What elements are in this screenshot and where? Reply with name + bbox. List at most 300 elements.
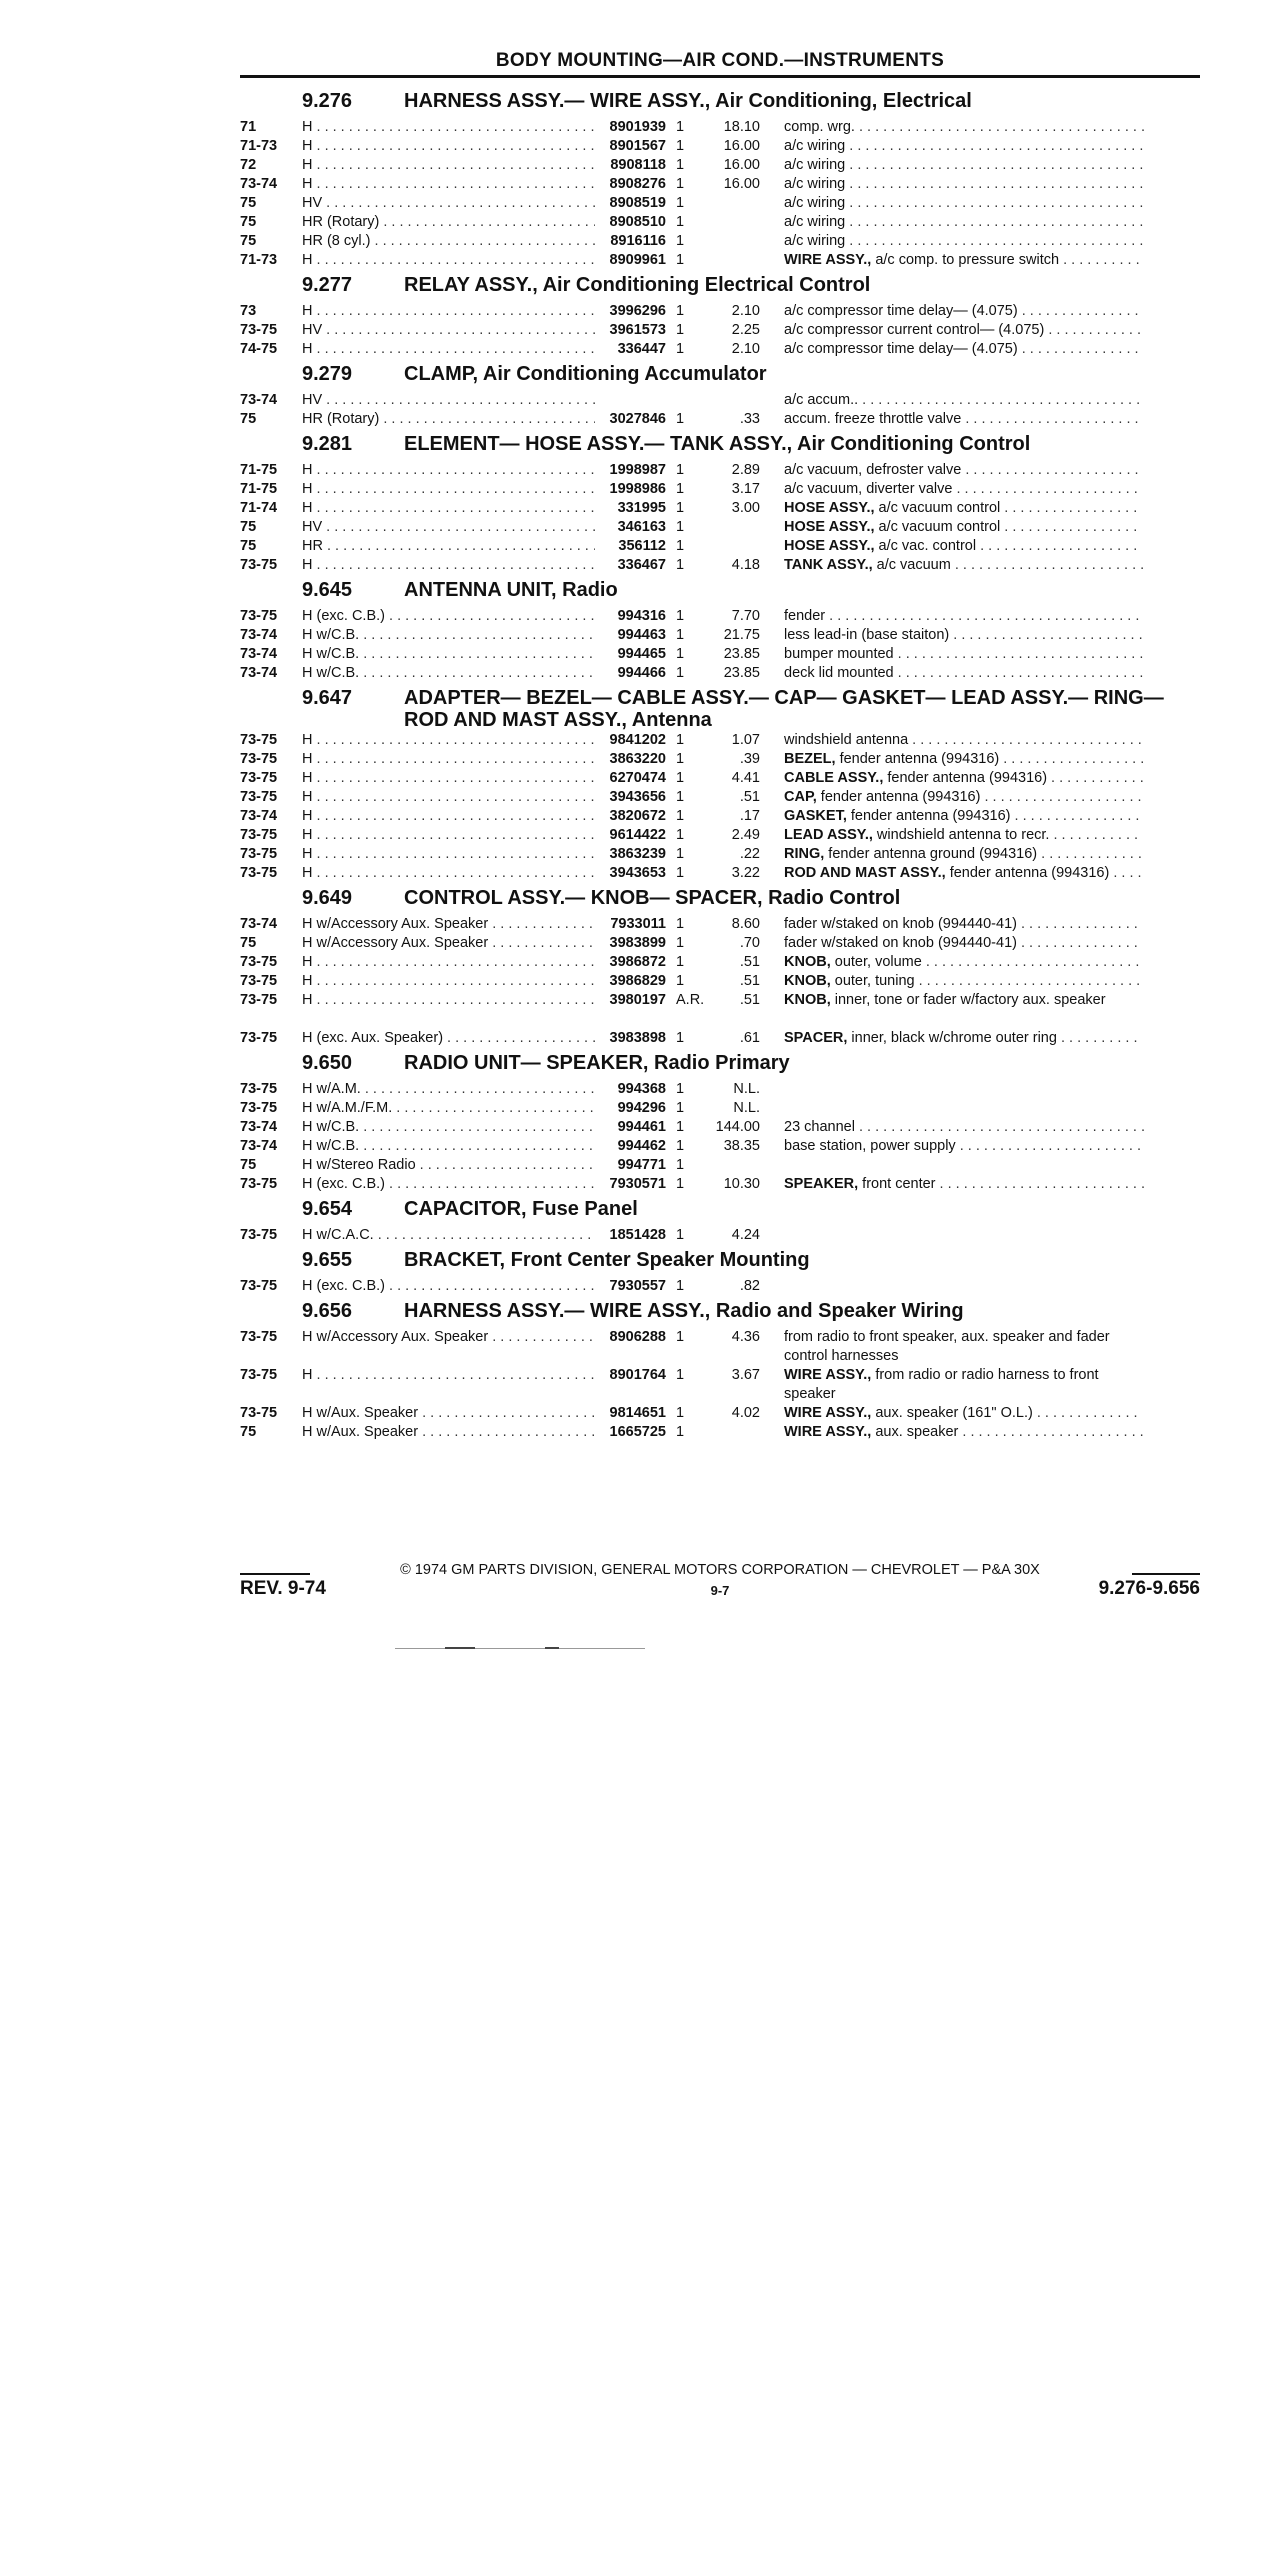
quantity: 1 bbox=[676, 538, 685, 554]
part-row bbox=[240, 480, 1200, 499]
model-year: 73-75 bbox=[240, 1367, 278, 1383]
model-year: 74-75 bbox=[240, 341, 278, 357]
part-row bbox=[240, 769, 1200, 788]
application: H w/Aux. Speaker . . . bbox=[302, 1404, 595, 1423]
part-number: 356112 bbox=[618, 538, 666, 554]
model-year: 73-75 bbox=[240, 992, 278, 1008]
part-row bbox=[240, 626, 1200, 645]
part-row bbox=[240, 1175, 1200, 1194]
application: HV . . . bbox=[302, 194, 595, 213]
model-year: 71-75 bbox=[240, 481, 278, 497]
part-description bbox=[760, 1156, 1145, 1175]
list-price: N.L. bbox=[733, 1081, 760, 1097]
list-price bbox=[710, 518, 760, 537]
part-description: a/c wiring . . . bbox=[760, 175, 1145, 194]
model-year: 73-75 bbox=[240, 557, 278, 573]
part-number: 346163 bbox=[617, 519, 666, 535]
quantity: 1 bbox=[676, 1405, 685, 1421]
part-number: 3983899 bbox=[609, 935, 666, 951]
quantity: 1 bbox=[676, 1138, 685, 1154]
application: H . . . bbox=[302, 499, 595, 518]
application: H (exc. Aux. Speaker) . . . bbox=[302, 1029, 595, 1048]
part-row bbox=[240, 537, 1200, 556]
list-price: 144.00 bbox=[715, 1119, 760, 1135]
part-description: a/c compressor current control— (4.075) . . . bbox=[760, 321, 1145, 340]
part-description: a/c wiring . . . bbox=[760, 137, 1145, 156]
part-description bbox=[760, 1277, 1145, 1296]
section-heading bbox=[240, 579, 1200, 607]
application: H . . . bbox=[302, 1366, 595, 1404]
part-number: 3983898 bbox=[609, 1030, 666, 1046]
list-price: 10.30 bbox=[723, 1176, 760, 1192]
scan-artifact-line bbox=[395, 1648, 645, 1649]
application: H . . . bbox=[302, 175, 595, 194]
list-price: 23.85 bbox=[723, 665, 760, 681]
quantity: 1 bbox=[676, 608, 685, 624]
application: H w/Accessory Aux. Speaker . . . bbox=[302, 915, 595, 934]
part-description: from radio to front speaker, aux. speaker and fader control harnesses bbox=[784, 1329, 1110, 1364]
list-price bbox=[710, 537, 760, 556]
part-number: 7933011 bbox=[610, 916, 666, 932]
model-year: 73-74 bbox=[240, 1119, 278, 1135]
part-description: fender . . . bbox=[760, 607, 1145, 626]
part-description: deck lid mounted . . . bbox=[760, 664, 1145, 683]
application: H w/Accessory Aux. Speaker . . . bbox=[302, 1328, 595, 1366]
part-row bbox=[240, 251, 1200, 270]
part-description: comp. wrg. . . . bbox=[760, 118, 1145, 137]
part-row bbox=[240, 1118, 1200, 1137]
section-group-number: 9.276 bbox=[302, 90, 353, 112]
part-number: 3863220 bbox=[609, 751, 666, 767]
application: HR . . . bbox=[302, 537, 595, 556]
application: H . . . bbox=[302, 302, 595, 321]
model-year: 75 bbox=[240, 538, 257, 554]
quantity: 1 bbox=[676, 462, 685, 478]
section-title: CLAMP, Air Conditioning Accumulator bbox=[404, 363, 767, 385]
part-description: HOSE ASSY., a/c vacuum control . . . bbox=[760, 518, 1145, 537]
list-price bbox=[710, 194, 760, 213]
part-number: 3980197 bbox=[609, 992, 666, 1008]
model-year: 73-75 bbox=[240, 1405, 278, 1421]
part-description: a/c accum.. . . . bbox=[760, 391, 1145, 410]
part-description: bumper mounted . . . bbox=[760, 645, 1145, 664]
model-year: 71-75 bbox=[240, 462, 278, 478]
part-row bbox=[240, 807, 1200, 826]
part-number: 8909961 bbox=[609, 252, 666, 268]
quantity: 1 bbox=[676, 341, 685, 357]
model-year: 73-75 bbox=[240, 608, 278, 624]
part-description: GASKET, fender antenna (994316) . . . bbox=[760, 807, 1145, 826]
part-number: 6270474 bbox=[609, 770, 666, 786]
part-row bbox=[240, 1156, 1200, 1175]
section-group-number: 9.654 bbox=[302, 1198, 353, 1220]
part-number: 994771 bbox=[617, 1157, 666, 1173]
part-number: 994463 bbox=[617, 627, 666, 643]
model-year: 73-75 bbox=[240, 1176, 278, 1192]
quantity: 1 bbox=[676, 935, 685, 951]
model-year: 73-75 bbox=[240, 827, 278, 843]
section-group-number: 9.645 bbox=[302, 579, 353, 601]
quantity: 1 bbox=[676, 751, 685, 767]
part-description: TANK ASSY., a/c vacuum . . . bbox=[760, 556, 1145, 575]
application: H w/A.M./F.M. . . . bbox=[302, 1099, 595, 1118]
part-number: 3863239 bbox=[609, 846, 666, 862]
list-price: .82 bbox=[739, 1278, 760, 1294]
list-price bbox=[710, 391, 760, 410]
list-price: 16.00 bbox=[723, 157, 760, 173]
part-description: BEZEL, fender antenna (994316) . . . bbox=[760, 750, 1145, 769]
list-price: 3.00 bbox=[731, 500, 760, 516]
part-row bbox=[240, 499, 1200, 518]
quantity: 1 bbox=[676, 138, 685, 154]
quantity: A.R. bbox=[676, 992, 705, 1008]
footer-rule-right bbox=[1132, 1573, 1200, 1575]
part-row bbox=[240, 934, 1200, 953]
part-description: KNOB, outer, volume . . . bbox=[760, 953, 1145, 972]
quantity: 1 bbox=[676, 481, 685, 497]
part-row bbox=[240, 826, 1200, 845]
part-description: less lead-in (base staiton) . . . bbox=[760, 626, 1145, 645]
part-number: 3986829 bbox=[609, 973, 666, 989]
part-number: 336447 bbox=[617, 341, 666, 357]
quantity: 1 bbox=[676, 627, 685, 643]
part-description: KNOB, outer, tuning . . . bbox=[760, 972, 1145, 991]
part-number: 8901939 bbox=[609, 119, 666, 135]
section-heading bbox=[240, 363, 1200, 391]
model-year: 75 bbox=[240, 214, 257, 230]
part-row bbox=[240, 972, 1200, 991]
quantity: 1 bbox=[676, 1176, 685, 1192]
quantity: 1 bbox=[676, 1227, 685, 1243]
section-title: BRACKET, Front Center Speaker Mounting bbox=[404, 1249, 810, 1271]
part-description bbox=[760, 1080, 1145, 1099]
list-price: .61 bbox=[739, 1030, 760, 1046]
quantity: 1 bbox=[676, 865, 685, 881]
section-group-number: 9.647 bbox=[302, 687, 353, 709]
part-row bbox=[240, 321, 1200, 340]
section-group-number: 9.655 bbox=[302, 1249, 353, 1271]
quantity: 1 bbox=[676, 954, 685, 970]
model-year: 75 bbox=[240, 519, 257, 535]
section-title: ANTENNA UNIT, Radio bbox=[404, 579, 618, 601]
part-number: 1998987 bbox=[609, 462, 666, 478]
application: H w/A.M. . . . bbox=[302, 1080, 595, 1099]
model-year: 73-74 bbox=[240, 176, 278, 192]
list-price: 38.35 bbox=[723, 1138, 760, 1154]
part-description: WIRE ASSY., a/c comp. to pressure switch . . . bbox=[760, 251, 1145, 270]
list-price: .39 bbox=[739, 751, 760, 767]
section-heading bbox=[240, 1198, 1200, 1226]
list-price bbox=[710, 232, 760, 251]
list-price: 4.36 bbox=[731, 1329, 760, 1345]
application: H . . . bbox=[302, 340, 595, 359]
part-description: a/c wiring . . . bbox=[760, 213, 1145, 232]
part-number: 994368 bbox=[617, 1081, 666, 1097]
part-description: a/c wiring . . . bbox=[760, 232, 1145, 251]
quantity: 1 bbox=[676, 646, 685, 662]
quantity: 1 bbox=[676, 176, 685, 192]
section-title: ELEMENT— HOSE ASSY.— TANK ASSY., Air Conditioning Control bbox=[404, 433, 1031, 455]
list-price: 1.07 bbox=[731, 732, 760, 748]
quantity: 1 bbox=[676, 808, 685, 824]
model-year: 73-75 bbox=[240, 1030, 278, 1046]
part-number: 3027846 bbox=[609, 411, 666, 427]
list-price: N.L. bbox=[733, 1100, 760, 1116]
list-price: .22 bbox=[739, 846, 760, 862]
model-year: 73-74 bbox=[240, 916, 278, 932]
part-number: 3943656 bbox=[609, 789, 666, 805]
section-title: RELAY ASSY., Air Conditioning Electrical Control bbox=[404, 274, 871, 296]
list-price: 4.18 bbox=[731, 557, 760, 573]
part-description: WIRE ASSY., aux. speaker . . . bbox=[760, 1423, 1145, 1442]
section-heading bbox=[240, 887, 1200, 915]
part-number: 1851428 bbox=[609, 1227, 666, 1243]
part-description: windshield antenna . . . bbox=[760, 731, 1145, 750]
section-group-number: 9.649 bbox=[302, 887, 353, 909]
quantity: 1 bbox=[676, 1119, 685, 1135]
application: HV . . . bbox=[302, 518, 595, 537]
part-number: 336467 bbox=[617, 557, 666, 573]
quantity bbox=[666, 391, 710, 410]
model-year: 73-74 bbox=[240, 1138, 278, 1154]
quantity: 1 bbox=[676, 1100, 685, 1116]
application: H . . . bbox=[302, 251, 595, 270]
application: HR (8 cyl.) . . . bbox=[302, 232, 595, 251]
list-price: .51 bbox=[739, 789, 760, 805]
section-title: ADAPTER— BEZEL— CABLE ASSY.— CAP— GASKET— LEAD ASSY.— RING— ROD AND MAST ASSY., Antenna bbox=[404, 687, 1164, 731]
part-description: CAP, fender antenna (994316) . . . bbox=[760, 788, 1145, 807]
part-number: 8901567 bbox=[609, 138, 666, 154]
part-number: 8916116 bbox=[610, 233, 666, 249]
list-price: 8.60 bbox=[731, 916, 760, 932]
part-number: 3820672 bbox=[609, 808, 666, 824]
part-row bbox=[240, 991, 1200, 1029]
part-row bbox=[240, 156, 1200, 175]
list-price: 3.17 bbox=[731, 481, 760, 497]
model-year: 73-75 bbox=[240, 954, 278, 970]
model-year: 73-75 bbox=[240, 1329, 278, 1345]
part-description: RING, fender antenna ground (994316) . . . bbox=[760, 845, 1145, 864]
application: H . . . bbox=[302, 461, 595, 480]
application: H . . . bbox=[302, 731, 595, 750]
application: H . . . bbox=[302, 769, 595, 788]
application: H w/C.B. . . . bbox=[302, 1118, 595, 1137]
part-number: 3961573 bbox=[609, 322, 666, 338]
part-row bbox=[240, 340, 1200, 359]
part-row bbox=[240, 664, 1200, 683]
part-row bbox=[240, 391, 1200, 410]
list-price: .33 bbox=[739, 411, 760, 427]
quantity: 1 bbox=[676, 157, 685, 173]
section-heading bbox=[240, 687, 1200, 731]
part-description: 23 channel . . . bbox=[760, 1118, 1145, 1137]
part-number: 8908519 bbox=[609, 195, 666, 211]
model-year: 71-74 bbox=[240, 500, 278, 516]
part-row bbox=[240, 750, 1200, 769]
part-number: 8908510 bbox=[609, 214, 666, 230]
model-year: 75 bbox=[240, 233, 257, 249]
list-price: .17 bbox=[739, 808, 760, 824]
application: H w/C.B. . . . bbox=[302, 664, 595, 683]
part-number: 8906288 bbox=[609, 1329, 666, 1345]
part-row bbox=[240, 137, 1200, 156]
section-heading bbox=[240, 90, 1200, 118]
section-title: CAPACITOR, Fuse Panel bbox=[404, 1198, 638, 1220]
model-year: 73-75 bbox=[240, 846, 278, 862]
part-number: 994316 bbox=[617, 608, 666, 624]
application: H . . . bbox=[302, 826, 595, 845]
application: H . . . bbox=[302, 864, 595, 883]
part-number: 8908118 bbox=[610, 157, 666, 173]
page-header-title: BODY MOUNTING—AIR COND.—INSTRUMENTS bbox=[495, 50, 945, 71]
part-row bbox=[240, 845, 1200, 864]
part-row bbox=[240, 1423, 1200, 1442]
model-year: 73-75 bbox=[240, 973, 278, 989]
quantity: 1 bbox=[676, 770, 685, 786]
list-price: 2.25 bbox=[731, 322, 760, 338]
part-row bbox=[240, 645, 1200, 664]
application: H . . . bbox=[302, 845, 595, 864]
section-heading bbox=[240, 1300, 1200, 1328]
quantity: 1 bbox=[676, 1278, 685, 1294]
scan-artifact-dash bbox=[545, 1647, 559, 1649]
list-price: 4.24 bbox=[731, 1227, 760, 1243]
part-row bbox=[240, 302, 1200, 321]
application: H . . . bbox=[302, 972, 595, 991]
part-row bbox=[240, 915, 1200, 934]
part-description: HOSE ASSY., a/c vacuum control . . . bbox=[760, 499, 1145, 518]
part-description: WIRE ASSY., aux. speaker (161" O.L.) . . . bbox=[760, 1404, 1145, 1423]
part-row bbox=[240, 175, 1200, 194]
list-price: .51 bbox=[739, 992, 760, 1008]
part-description: a/c vacuum, diverter valve . . . bbox=[760, 480, 1145, 499]
application: H . . . bbox=[302, 556, 595, 575]
quantity: 1 bbox=[676, 916, 685, 932]
part-number: 1665725 bbox=[609, 1424, 666, 1440]
list-price: 3.67 bbox=[731, 1367, 760, 1383]
application: H w/C.B. . . . bbox=[302, 1137, 595, 1156]
section-group-number: 9.277 bbox=[302, 274, 353, 296]
list-price bbox=[710, 1423, 760, 1442]
model-year: 73-74 bbox=[240, 665, 278, 681]
application: H . . . bbox=[302, 118, 595, 137]
part-description: accum. freeze throttle valve . . . bbox=[760, 410, 1145, 429]
part-description: WIRE ASSY., from radio or radio harness to front speaker bbox=[784, 1367, 1099, 1402]
list-price: 3.22 bbox=[731, 865, 760, 881]
quantity: 1 bbox=[676, 789, 685, 805]
application: H . . . bbox=[302, 991, 595, 1029]
part-row bbox=[240, 1277, 1200, 1296]
part-number: 331995 bbox=[617, 500, 666, 516]
application: H (exc. C.B.) . . . bbox=[302, 1277, 595, 1296]
part-number: 8908276 bbox=[609, 176, 666, 192]
section-title: RADIO UNIT— SPEAKER, Radio Primary bbox=[404, 1052, 790, 1074]
application: H . . . bbox=[302, 137, 595, 156]
quantity: 1 bbox=[676, 1157, 685, 1173]
part-row bbox=[240, 1226, 1200, 1245]
part-row bbox=[240, 1328, 1200, 1366]
quantity: 1 bbox=[676, 846, 685, 862]
section-heading bbox=[240, 433, 1200, 461]
section-group-number: 9.650 bbox=[302, 1052, 353, 1074]
application: H w/Aux. Speaker . . . bbox=[302, 1423, 595, 1442]
part-row bbox=[240, 118, 1200, 137]
quantity: 1 bbox=[676, 519, 685, 535]
part-description: KNOB, inner, tone or fader w/factory aux. speaker bbox=[784, 992, 1106, 1008]
quantity: 1 bbox=[676, 1081, 685, 1097]
part-description: fader w/staked on knob (994440-41) . . . bbox=[760, 915, 1145, 934]
list-price: 2.89 bbox=[731, 462, 760, 478]
part-description: CABLE ASSY., fender antenna (994316) . . . bbox=[760, 769, 1145, 788]
header-rule bbox=[240, 75, 1200, 78]
quantity: 1 bbox=[676, 252, 685, 268]
part-row bbox=[240, 518, 1200, 537]
part-number: 7930571 bbox=[609, 1176, 666, 1192]
list-price bbox=[710, 213, 760, 232]
part-description: a/c wiring . . . bbox=[760, 156, 1145, 175]
model-year: 73 bbox=[240, 303, 257, 319]
part-row bbox=[240, 556, 1200, 575]
application: HV . . . bbox=[302, 391, 595, 410]
parts-listing bbox=[240, 86, 1200, 1442]
part-number: 3986872 bbox=[609, 954, 666, 970]
list-price: 2.49 bbox=[731, 827, 760, 843]
model-year: 75 bbox=[240, 935, 257, 951]
application: H w/Stereo Radio . . . bbox=[302, 1156, 595, 1175]
part-row bbox=[240, 953, 1200, 972]
part-number: 8901764 bbox=[609, 1367, 666, 1383]
list-price: .51 bbox=[739, 973, 760, 989]
part-description: SPEAKER, front center . . . bbox=[760, 1175, 1145, 1194]
quantity: 1 bbox=[676, 732, 685, 748]
part-description: LEAD ASSY., windshield antenna to recr. . . . bbox=[760, 826, 1145, 845]
part-row bbox=[240, 410, 1200, 429]
model-year: 73-75 bbox=[240, 751, 278, 767]
model-year: 71-73 bbox=[240, 138, 278, 154]
quantity: 1 bbox=[676, 973, 685, 989]
footer-copyright: © 1974 GM PARTS DIVISION, GENERAL MOTORS CORPORATION — CHEVROLET — P&A 30X bbox=[400, 1562, 1040, 1578]
model-year: 73-75 bbox=[240, 322, 278, 338]
quantity: 1 bbox=[676, 1424, 685, 1440]
part-number: 994466 bbox=[617, 665, 666, 681]
section-group-number: 9.279 bbox=[302, 363, 353, 385]
part-description: HOSE ASSY., a/c vac. control . . . bbox=[760, 537, 1145, 556]
application: H . . . bbox=[302, 953, 595, 972]
application: HR (Rotary) . . . bbox=[302, 213, 595, 232]
quantity: 1 bbox=[676, 411, 685, 427]
model-year: 71 bbox=[240, 119, 257, 135]
section-heading bbox=[240, 1249, 1200, 1277]
section-heading bbox=[240, 1052, 1200, 1080]
application: H w/Accessory Aux. Speaker . . . bbox=[302, 934, 595, 953]
model-year: 73-75 bbox=[240, 1081, 278, 1097]
application: H (exc. C.B.) . . . bbox=[302, 607, 595, 626]
part-row bbox=[240, 194, 1200, 213]
list-price bbox=[710, 1156, 760, 1175]
model-year: 73-74 bbox=[240, 808, 278, 824]
part-row bbox=[240, 864, 1200, 883]
list-price bbox=[710, 251, 760, 270]
quantity: 1 bbox=[676, 322, 685, 338]
model-year: 75 bbox=[240, 411, 257, 427]
list-price: 2.10 bbox=[731, 303, 760, 319]
part-number: 9614422 bbox=[609, 827, 666, 843]
part-row bbox=[240, 1029, 1200, 1048]
application: H w/C.B. . . . bbox=[302, 626, 595, 645]
list-price: 18.10 bbox=[723, 119, 760, 135]
part-description: a/c compressor time delay— (4.075) . . . bbox=[760, 340, 1145, 359]
section-group-number: 9.281 bbox=[302, 433, 353, 455]
